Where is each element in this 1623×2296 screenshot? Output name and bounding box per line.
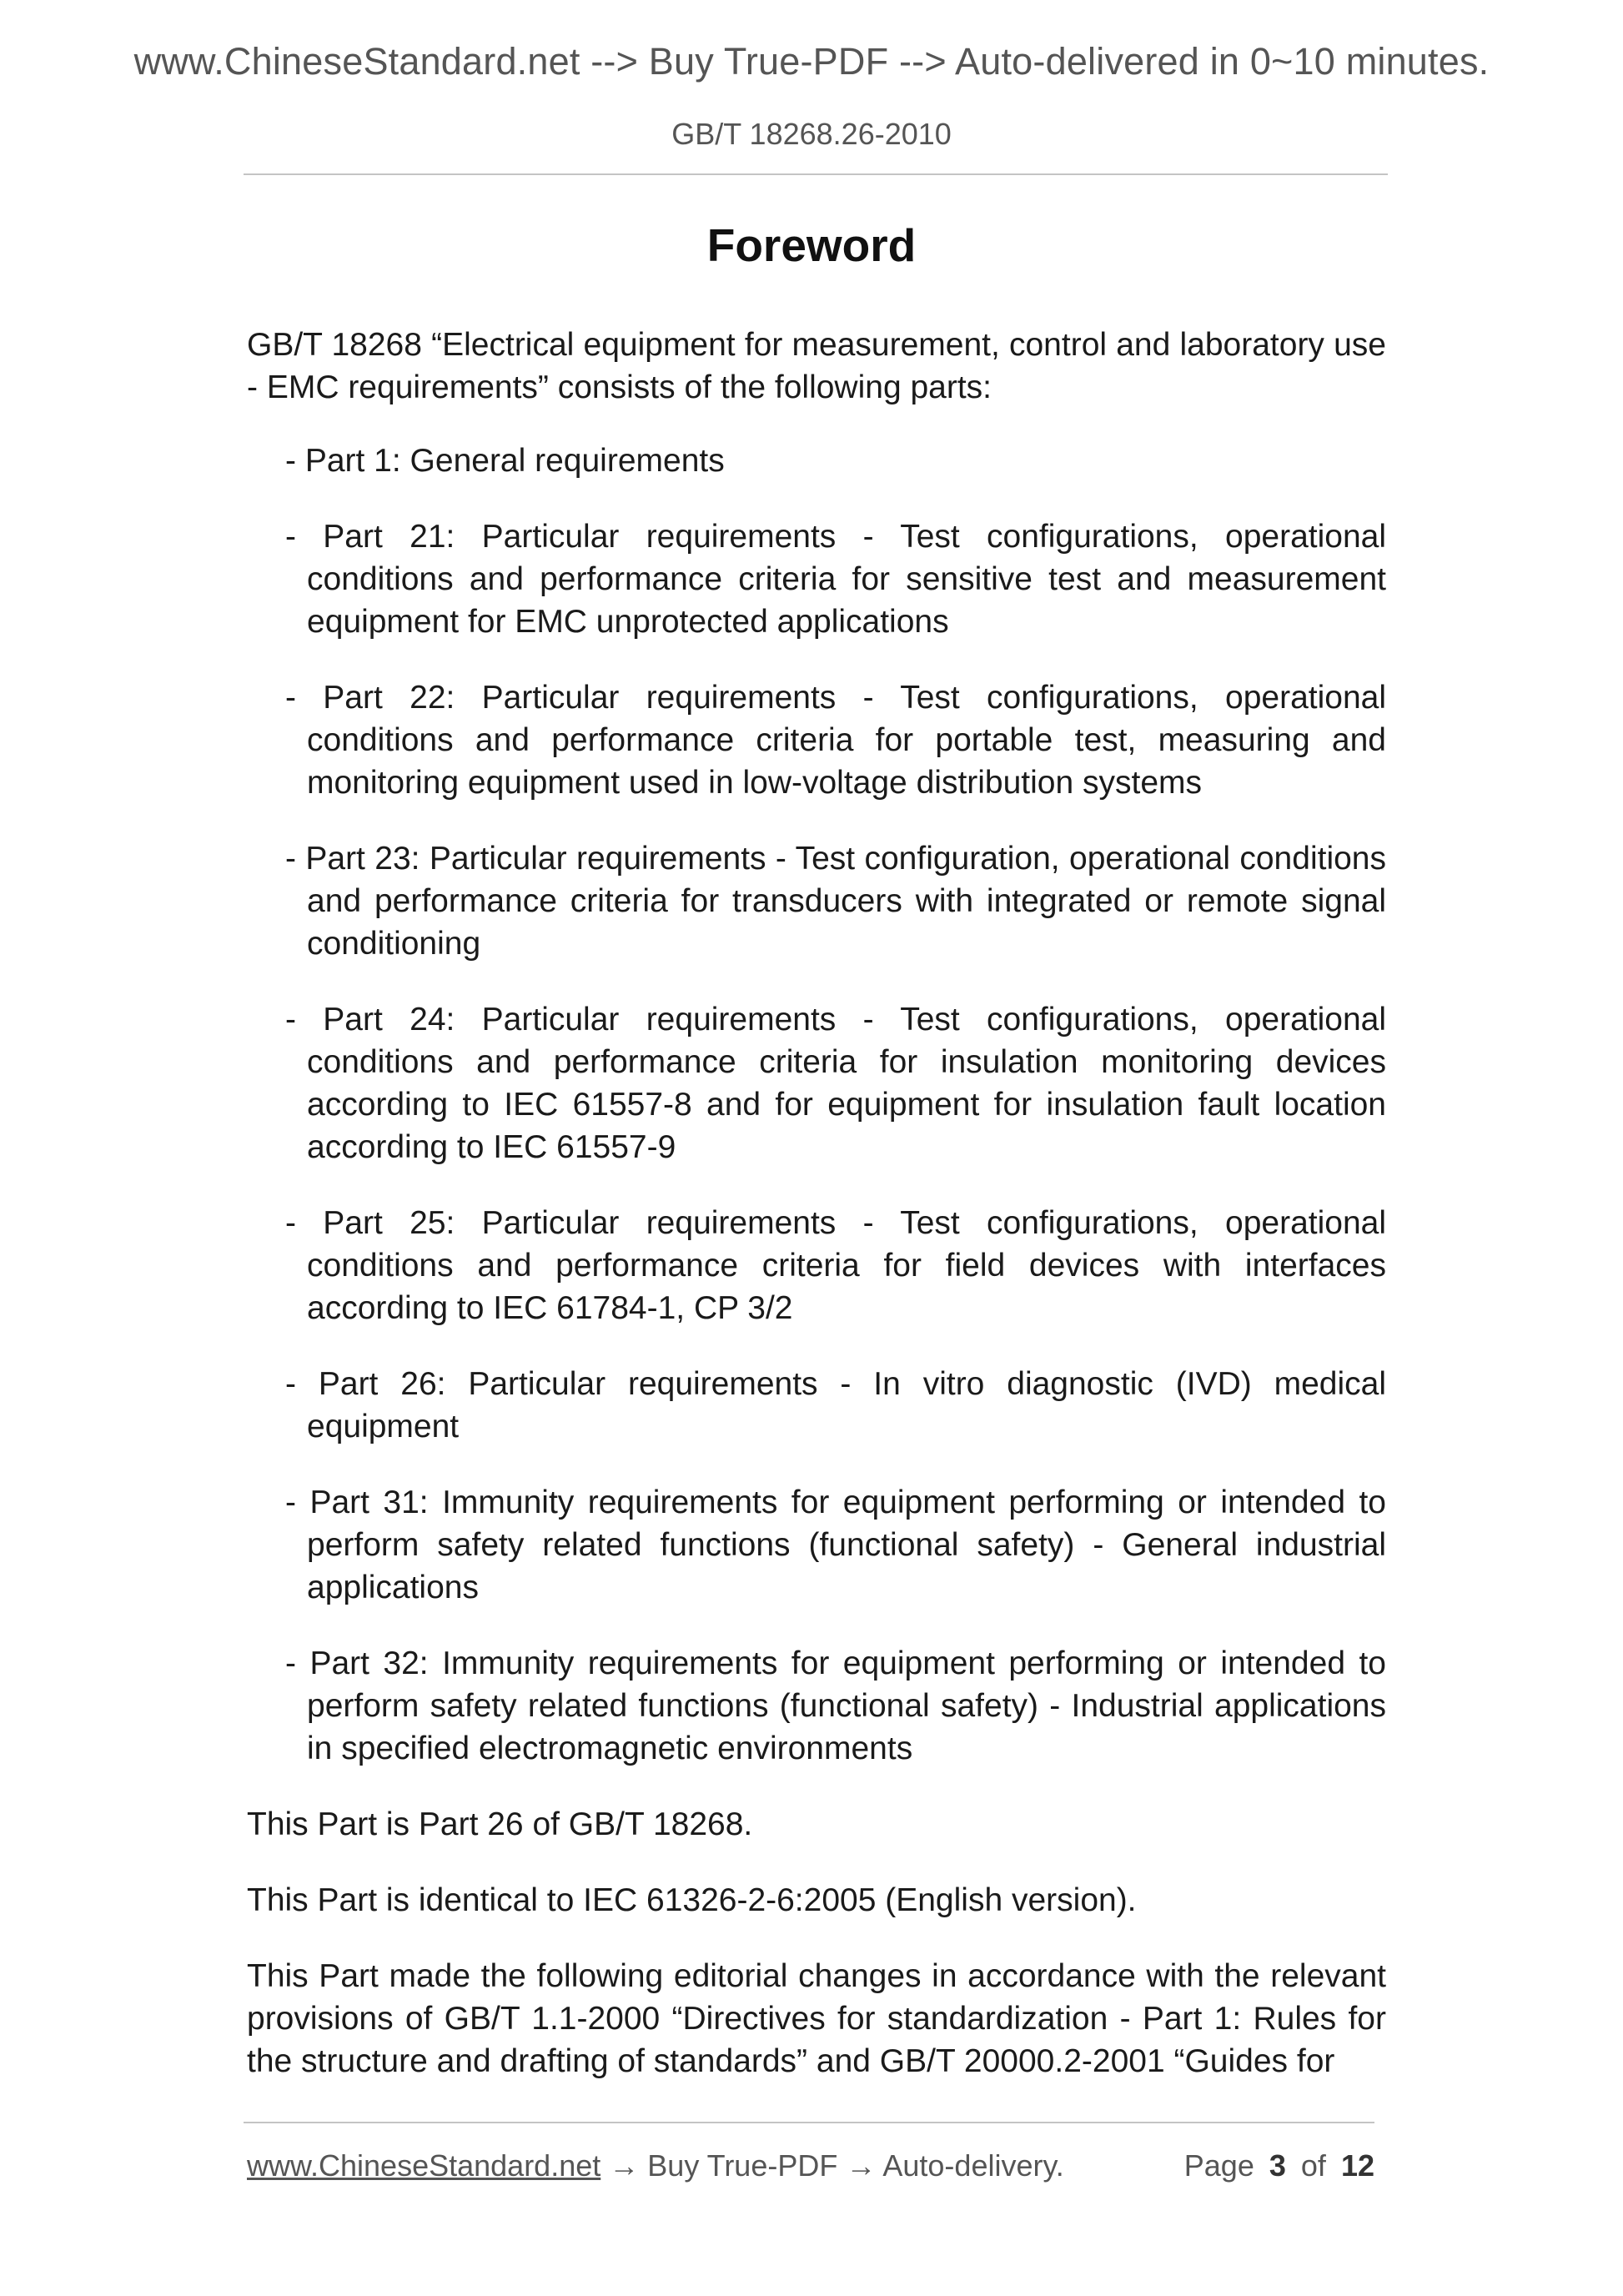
- site-link[interactable]: www.ChineseStandard.net: [247, 2148, 601, 2183]
- list-item: - Part 31: Immunity requirements for equipment performing or intended to perform safety related functions (functional safety) - General industrial applications: [285, 1485, 1386, 1605]
- arrow-icon: →: [609, 2148, 640, 2183]
- footer-delivery-text: Auto-delivery.: [882, 2148, 1064, 2183]
- page-label: Page: [1183, 2148, 1254, 2183]
- list-item: - Part 21: Particular requirements - Test configurations, operational conditions and performance criteria for sensitive test and measurement equipment for EMC unprotected applications: [285, 519, 1386, 640]
- page-total: 12: [1340, 2148, 1374, 2183]
- list-item: - Part 25: Particular requirements - Test configurations, operational conditions and performance criteria for field devices with interfaces according to IEC 61784-1, CP 3/2: [285, 1205, 1386, 1326]
- list-item: - Part 24: Particular requirements - Test configurations, operational conditions and performance criteria for insulation monitoring devices according to IEC 61557-8 and for equipment for insulation fault location according to IEC 61557-9: [285, 1002, 1386, 1165]
- paragraph: This Part is Part 26 of GB/T 18268.: [247, 1806, 753, 1842]
- page-of: of: [1300, 2148, 1326, 2183]
- site-banner: www.ChineseStandard.net --> Buy True-PDF --> Auto-delivered in 0~10 minutes.: [133, 40, 1490, 83]
- page-current: 3: [1269, 2148, 1286, 2183]
- footer-divider: [244, 2122, 1374, 2123]
- page-title: Foreword: [706, 219, 917, 271]
- page-indicator: [1178, 2148, 1374, 2183]
- list-item: - Part 23: Particular requirements - Test configuration, operational conditions and performance criteria for transducers with integrated or remote signal conditioning: [285, 841, 1386, 962]
- footer-buy-text: Buy True-PDF: [647, 2148, 838, 2183]
- paragraph: This Part made the following editorial changes in accordance with the relevant provisions of GB/T 1.1-2000 “Directives for standardization - Part 1: Rules for the structure and drafting of standards” and GB/T 20000.2-2001 “Guides for: [247, 1958, 1386, 2079]
- list-item: - Part 22: Particular requirements - Test configurations, operational conditions and performance criteria for portable test, measuring and monitoring equipment used in low-voltage distribution systems: [285, 680, 1386, 801]
- list-item: - Part 1: General requirements: [285, 443, 725, 479]
- document-code: GB/T 18268.26-2010: [671, 117, 952, 151]
- footer-links: [247, 2148, 1064, 2183]
- page-footer: [247, 2148, 1374, 2183]
- paragraph: This Part is identical to IEC 61326-2-6:2005 (English version).: [247, 1882, 1137, 1918]
- list-item: - Part 26: Particular requirements - In vitro diagnostic (IVD) medical equipment: [285, 1366, 1386, 1444]
- intro-paragraph: GB/T 18268 “Electrical equipment for measurement, control and laboratory use - EMC requirements” consists of the following parts:: [247, 327, 1386, 405]
- document-body: [247, 324, 1386, 2116]
- list-item: - Part 32: Immunity requirements for equipment performing or intended to perform safety related functions (functional safety) - Industrial applications in specified electromagnetic environments: [285, 1645, 1386, 1766]
- parts-list: [247, 440, 1386, 1770]
- arrow-icon: →: [846, 2148, 877, 2183]
- header-divider: [244, 173, 1388, 175]
